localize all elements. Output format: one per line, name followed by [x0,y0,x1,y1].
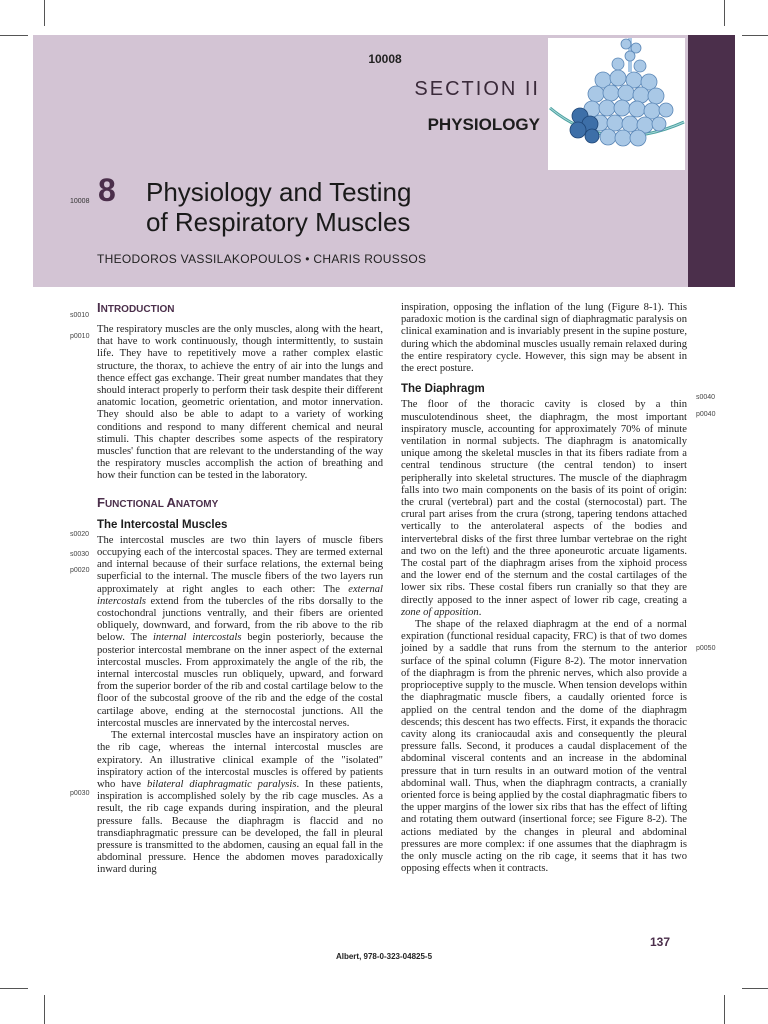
intercostal-muscles-heading: The Intercostal Muscles [97,518,228,531]
right-column [401,302,687,875]
page-number: 137 [650,935,671,949]
crop-mark [742,35,768,36]
chapter-id: 10008 [70,198,90,205]
paragraph-continuation: inspiration, opposing the inflation of the lung (Figure 8-1). This paradoxic motion is the cardinal sign of diaphragmatic paralysis on clinical examination and is invariably present in the supine posture, during which the abdominal muscles usually remain relaxed during the entire respiratory cycle. However, this sign may be absent in the erect posture. [401,302,687,375]
chapter-authors: THEODOROS VASSILAKOPOULOS • CHARIS ROUSSOS [97,252,427,266]
paragraph-p0020: The intercostal muscles are two thin layers of muscle fibers occupying each of the intercostal spaces. They are termed external and internal because of their surface relations, the external being superficial to the internal. The muscle fibers of the two layers run approximately at right angles to each other: The external intercostals extend from the tubercles of the ribs dorsally to the costochondral junctions ventrally, and their fibers are oriented obliquely, downward, and forward, from the rib above to the rib below. The internal intercostals begin posteriorly, because the posterior intercostal membrane on the inner aspect of the external intercostal muscles. From approximately the angle of the rib, the internal intercostal muscles run obliquely, upward, and forward from the superior border of the rib and costal cartilage below to the floor of the subcostal groove of the rib and the edge of the costal cartilage above, ending at the sternocostal junctions. All the intercostal muscles are innervated by the intercostal nerves. [97,534,383,729]
crop-mark [44,0,45,26]
document-number: 10008 [368,52,402,66]
margin-tag: s0010 [70,312,90,319]
chapter-number: 8 [98,172,116,208]
introduction-heading: INTRODUCTION [97,300,175,315]
margin-tag: p0010 [70,333,90,340]
crop-mark [724,995,725,1024]
margin-tag: s0030 [70,551,90,558]
chapter-title-line-2: of Respiratory Muscles [146,207,411,237]
margin-tag: s0020 [70,531,90,538]
chapter-title-line-1: Physiology and Testing [146,177,412,207]
paragraph-p0010: The respiratory muscles are the only muscles, along with the heart, that have to work continuously, though intermittently, to sustain life. They have to repetitively move a rather complex elastic structure, the thorax, to achieve the entry of air into the lungs and thence effect gas exchange. Their great number mandates that they should interact properly to perform their task despite their different anatomic location, geometric orientation, and motor innervation. They should also be able to adapt to a variety of working conditions and respond to many different chemical and neural stimuli. This chapter describes some aspects of the respiratory muscles' function that are relevant to the understanding of the way the respiratory muscles accomplish the action of breathing and how their function can be tested in the laboratory. [97,324,383,482]
left-column [97,302,383,877]
paragraph-p0030: The external intercostal muscles have an inspiratory action on the rib cage, whereas the internal intercostal muscles are expiratory. An illustrative clinical example of the "isolated" inspiratory action of the intercostal muscles is offered by patients who have bilateral diaphragmatic paralysis. In these patients, inspiration is accomplished solely by the rib cage muscles. As a result, the rib cage expands during inspiration, and the pleural pressure falls. Because the diaphragm is flaccid and no transdiaphragmatic pressure can be developed, the fall in pleural pressure is transmitted to the abdomen, causing an equal fall in the abdominal pressure. Hence the abdomen moves paradoxically inward during [97,730,383,876]
section-label: SECTION II [414,78,540,100]
crop-mark [724,0,725,26]
margin-tag: p0020 [70,567,90,574]
crop-mark [742,988,768,989]
alveoli-illustration [548,38,685,170]
crop-mark [0,35,28,36]
diaphragm-heading: The Diaphragm [401,383,485,396]
margin-tag: p0050 [696,645,716,652]
paragraph-p0040: The floor of the thoracic cavity is closed by a thin musculotendinous sheet, the diaphragm, the most important inspiratory muscle, accounting for approximately 70% of minute ventilation in normal subjects. The diaphragm is anatomically unique among the skeletal muscles in that its fibers radiate from a central tendinous structure (the central tendon) to insert peripherally into skeletal structures. The muscle of the diaphragm falls into two main components on the basis of its point of origin: the crural (vertebral) part and the costal (sternocostal) part. The crural part arises from the crura (strong, tapering tendons attached vertically to the anterolateral aspects of the bodies and intervertebral disks of the first three lumbar vertebrae on the right and two on the left) and the three aponeurotic arcuate ligaments. The costal part of the diaphragm arises from the xiphoid process and the lower end of the sternum and the costal cartilages of the lower six ribs. These costal fibers run cranially so that they are directly apposed to the inner aspect of lower rib cage, creating a zone of apposition. [401,399,687,618]
functional-anatomy-heading: FUNCTIONAL ANATOMY [97,494,219,510]
margin-tag: p0040 [696,411,716,418]
section-title: PHYSIOLOGY [427,115,540,134]
footer-citation: Albert, 978-0-323-04825-5 [335,952,433,961]
chapter-title [146,177,626,237]
paragraph-p0050: The shape of the relaxed diaphragm at the end of a normal expiration (functional residual capacity, FRC) is that of two domes joined by a saddle that runs from the sternum to the anterior surface of the spinal column (Figure 8-2). The motor innervation of the diaphragm is from the phrenic nerves, which also provide a proprioceptive supply to the muscle. When tension develops within the diaphragmatic muscle fibers, a caudally oriented force is applied on the central tendon and the dome of the diaphragm descends; this descent has two effects. First, it expands the thoracic cavity along its craniocaudal axis and consequently the pleural pressure falls. Second, it produces a caudal displacement of the abdominal visceral contents and an increase in the abdominal pressure that in turn results in an outward motion of the ventral abdominal wall. Thus, when the diaphragm contracts, a cranially oriented force is being applied by the costal diaphragmatic fibers to the upper margins of the lower six ribs that has the effect of lifting and rotating them outward (insertional force; see Figure 8-2). The actions mediated by the changes in pleural and abdominal pressures are more complex: if one assumes that the diaphragm is the only muscle acting on the rib cage, it seems that it has two opposing effects when it contracts. [401,619,687,875]
crop-mark [44,995,45,1024]
margin-tag: s0040 [696,394,716,401]
margin-tag: p0030 [70,790,90,797]
crop-mark [0,988,28,989]
section-color-tab [688,35,735,287]
